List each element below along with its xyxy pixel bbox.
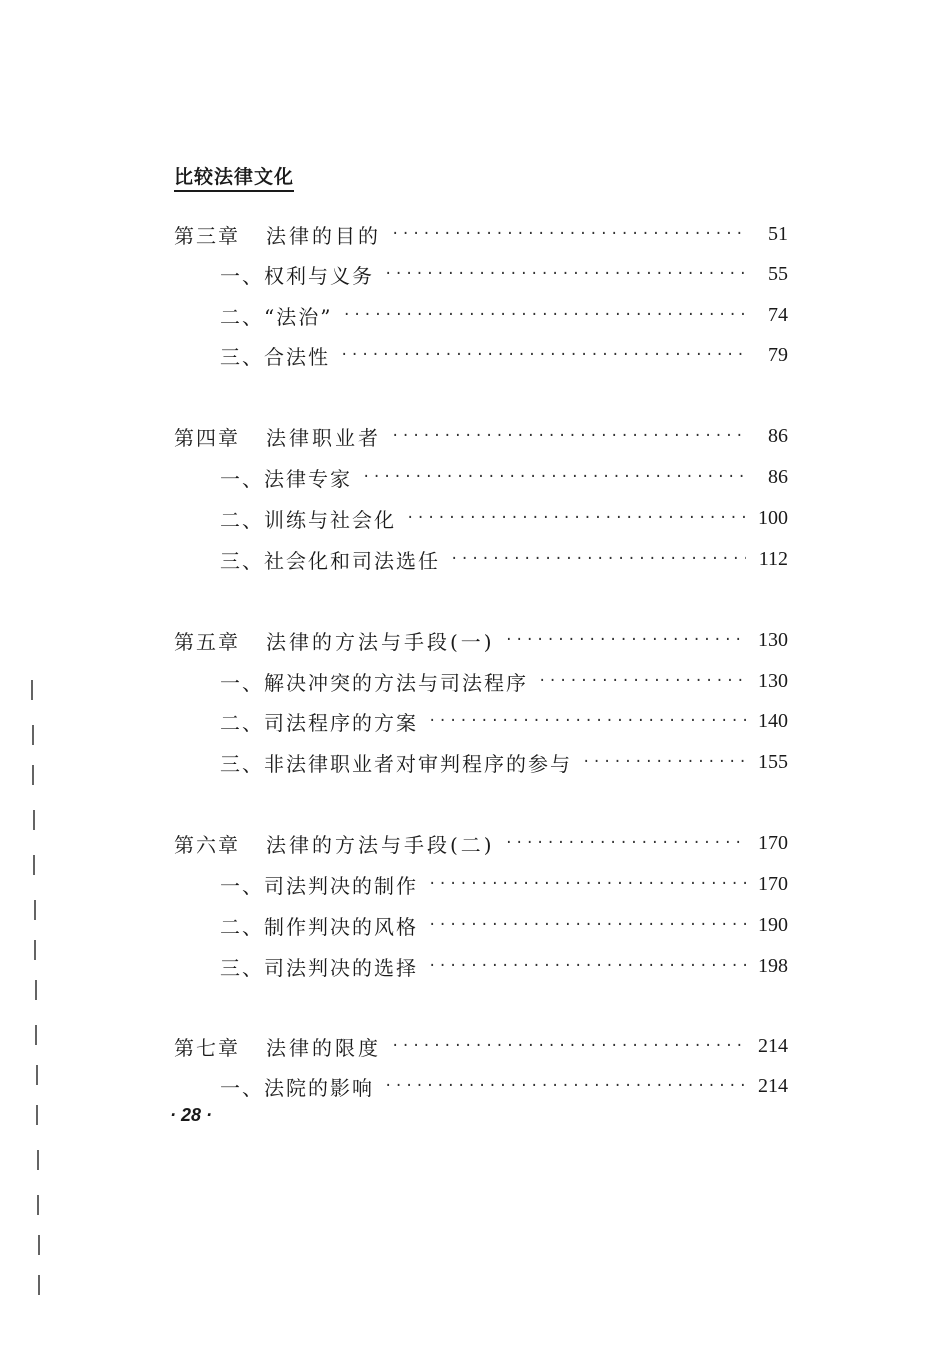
page-number: 86 bbox=[768, 465, 788, 488]
page-number: 214 bbox=[758, 1074, 788, 1097]
chapter-number: 第六章 bbox=[174, 832, 240, 857]
page-number: 214 bbox=[758, 1034, 788, 1057]
page-number: 155 bbox=[758, 750, 788, 773]
page-number: 170 bbox=[758, 872, 788, 895]
page-number: 170 bbox=[758, 831, 788, 854]
section-title: 二、制作判决的风格 bbox=[220, 914, 418, 939]
leader-dots bbox=[340, 341, 746, 369]
toc-section bbox=[220, 260, 788, 288]
page-number: 74 bbox=[768, 303, 788, 326]
section-title: 三、社会化和司法选任 bbox=[220, 548, 440, 573]
chapter-title: 法律的方法与手段(二) bbox=[266, 832, 495, 857]
chapter-number: 第三章 bbox=[174, 223, 240, 248]
page-number: 51 bbox=[768, 222, 788, 245]
page-number: 79 bbox=[768, 343, 788, 366]
page-folio: · 28 · bbox=[170, 1105, 213, 1125]
toc-chapter-7 bbox=[174, 1032, 788, 1060]
toc-section bbox=[220, 667, 788, 695]
leader-dots bbox=[406, 504, 746, 532]
leader-dots bbox=[505, 829, 746, 857]
leader-dots bbox=[391, 1032, 746, 1060]
leader-dots bbox=[450, 545, 746, 573]
section-title: 一、司法判决的制作 bbox=[220, 873, 418, 898]
section-title: 一、法院的影响 bbox=[220, 1075, 374, 1100]
toc-section bbox=[220, 545, 788, 573]
chapter-title: 法律的方法与手段(一) bbox=[266, 629, 495, 654]
page-number: 112 bbox=[758, 547, 788, 570]
toc-chapter-5 bbox=[174, 626, 788, 654]
section-title: 一、法律专家 bbox=[220, 466, 352, 491]
chapter-number: 第五章 bbox=[174, 629, 240, 654]
toc-section bbox=[220, 504, 788, 532]
page-number: 100 bbox=[758, 506, 788, 529]
section-title: 一、权利与义务 bbox=[220, 263, 374, 288]
toc-chapter-6 bbox=[174, 829, 788, 857]
leader-dots bbox=[428, 952, 746, 980]
toc-section bbox=[220, 341, 788, 369]
leader-dots bbox=[391, 220, 746, 248]
leader-dots bbox=[428, 911, 746, 939]
chapter-title: 法律职业者 bbox=[266, 425, 381, 450]
leader-dots bbox=[384, 260, 746, 288]
toc-section bbox=[220, 463, 788, 491]
toc-section bbox=[220, 1072, 788, 1100]
leader-dots bbox=[505, 626, 746, 654]
leader-dots bbox=[428, 870, 746, 898]
page-number: 130 bbox=[758, 669, 788, 692]
chapter-title: 法律的限度 bbox=[266, 1035, 381, 1060]
toc-section bbox=[220, 707, 788, 735]
toc-section bbox=[220, 911, 788, 939]
section-title: 三、合法性 bbox=[220, 344, 330, 369]
section-title: 二、“法治” bbox=[220, 304, 333, 329]
leader-dots bbox=[582, 748, 746, 776]
running-header: 比较法律文化 bbox=[174, 162, 294, 192]
page-number: 55 bbox=[768, 262, 788, 285]
toc-section bbox=[220, 870, 788, 898]
section-title: 二、司法程序的方案 bbox=[220, 710, 418, 735]
chapter-number: 第七章 bbox=[174, 1035, 240, 1060]
toc-chapter-3 bbox=[174, 220, 788, 248]
leader-dots bbox=[428, 707, 746, 735]
leader-dots bbox=[391, 422, 746, 450]
page-number: 190 bbox=[758, 913, 788, 936]
page-number: 198 bbox=[758, 954, 788, 977]
scan-artifact bbox=[30, 650, 44, 1300]
leader-dots bbox=[538, 667, 746, 695]
section-title: 三、非法律职业者对审判程序的参与 bbox=[220, 751, 572, 776]
toc-chapter-4 bbox=[174, 422, 788, 450]
section-title: 三、司法判决的选择 bbox=[220, 955, 418, 980]
chapter-title: 法律的目的 bbox=[266, 223, 381, 248]
chapter-number: 第四章 bbox=[174, 425, 240, 450]
toc-section bbox=[220, 748, 788, 776]
toc-section bbox=[220, 301, 788, 329]
toc-section bbox=[220, 952, 788, 980]
section-title: 二、训练与社会化 bbox=[220, 507, 396, 532]
section-title: 一、解决冲突的方法与司法程序 bbox=[220, 670, 528, 695]
leader-dots bbox=[384, 1072, 746, 1100]
leader-dots bbox=[362, 463, 746, 491]
leader-dots bbox=[342, 301, 746, 329]
page-number: 130 bbox=[758, 628, 788, 651]
page-number: 140 bbox=[758, 709, 788, 732]
page-number: 86 bbox=[768, 424, 788, 447]
